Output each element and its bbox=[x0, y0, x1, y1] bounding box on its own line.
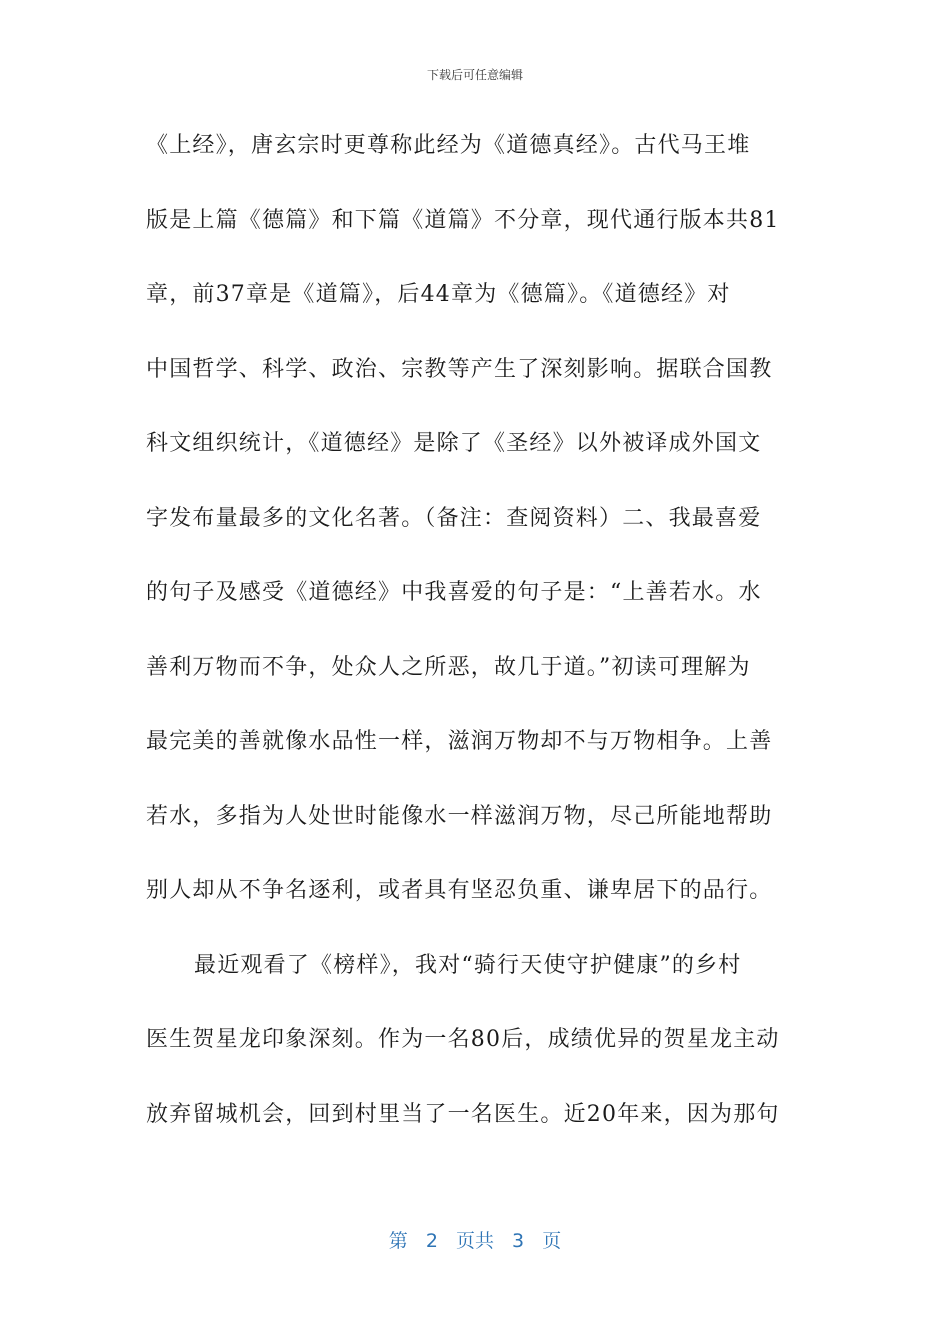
text-line: 章，前37章是《道篇》，后44章为《德篇》。《道德经》对 bbox=[146, 282, 731, 307]
text-line: 善利万物而不争，处众人之所恶，故几于道。”初读可理解为 bbox=[146, 654, 751, 680]
page-label-prefix: 第 bbox=[388, 1230, 408, 1252]
text-line: 中国哲学、科学、政治、宗教等产生了深刻影响。据联合国教 bbox=[146, 356, 773, 382]
total-pages-number: 3 bbox=[512, 1230, 525, 1252]
page-label-suffix: 页 bbox=[542, 1230, 562, 1252]
text-line: 放弃留城机会，回到村里当了一名医生。近20年来，因为那句 bbox=[146, 1101, 780, 1127]
text-line: 字发布量最多的文化名著。（备注：查阅资料）二、我最喜爱 bbox=[146, 505, 762, 531]
text-line: 别人却从不争名逐利，或者具有坚忍负重、谦卑居下的品行。 bbox=[146, 878, 773, 903]
text-line: 的句子及感受《道德经》中我喜爱的句子是：“上善若水。水 bbox=[146, 580, 762, 605]
page-footer bbox=[0, 1226, 950, 1253]
document-body bbox=[146, 124, 806, 1167]
current-page-number: 2 bbox=[425, 1230, 438, 1252]
text-line: 《上经》，唐玄宗时更尊称此经为《道德真经》。古代马王堆 bbox=[146, 133, 751, 158]
text-line: 医生贺星龙印象深刻。作为一名80后，成绩优异的贺星龙主动 bbox=[146, 1027, 780, 1052]
page-header: 下载后可任意编辑 bbox=[426, 68, 523, 82]
text-line: 最完美的善就像水品性一样，滋润万物却不与万物相争。上善 bbox=[146, 729, 773, 754]
text-line: 版是上篇《德篇》和下篇《道篇》不分章，现代通行版本共81 bbox=[146, 207, 780, 233]
page-label-middle: 页共 bbox=[455, 1230, 494, 1252]
text-line: 科文组织统计，《道德经》是除了《圣经》以外被译成外国文 bbox=[146, 431, 762, 456]
text-line: 若水，多指为人处世时能像水一样滋润万物，尽己所能地帮助 bbox=[146, 803, 773, 829]
paragraph-start-line: 最近观看了《榜样》，我对“骑行天使守护健康”的乡村 bbox=[194, 952, 742, 978]
